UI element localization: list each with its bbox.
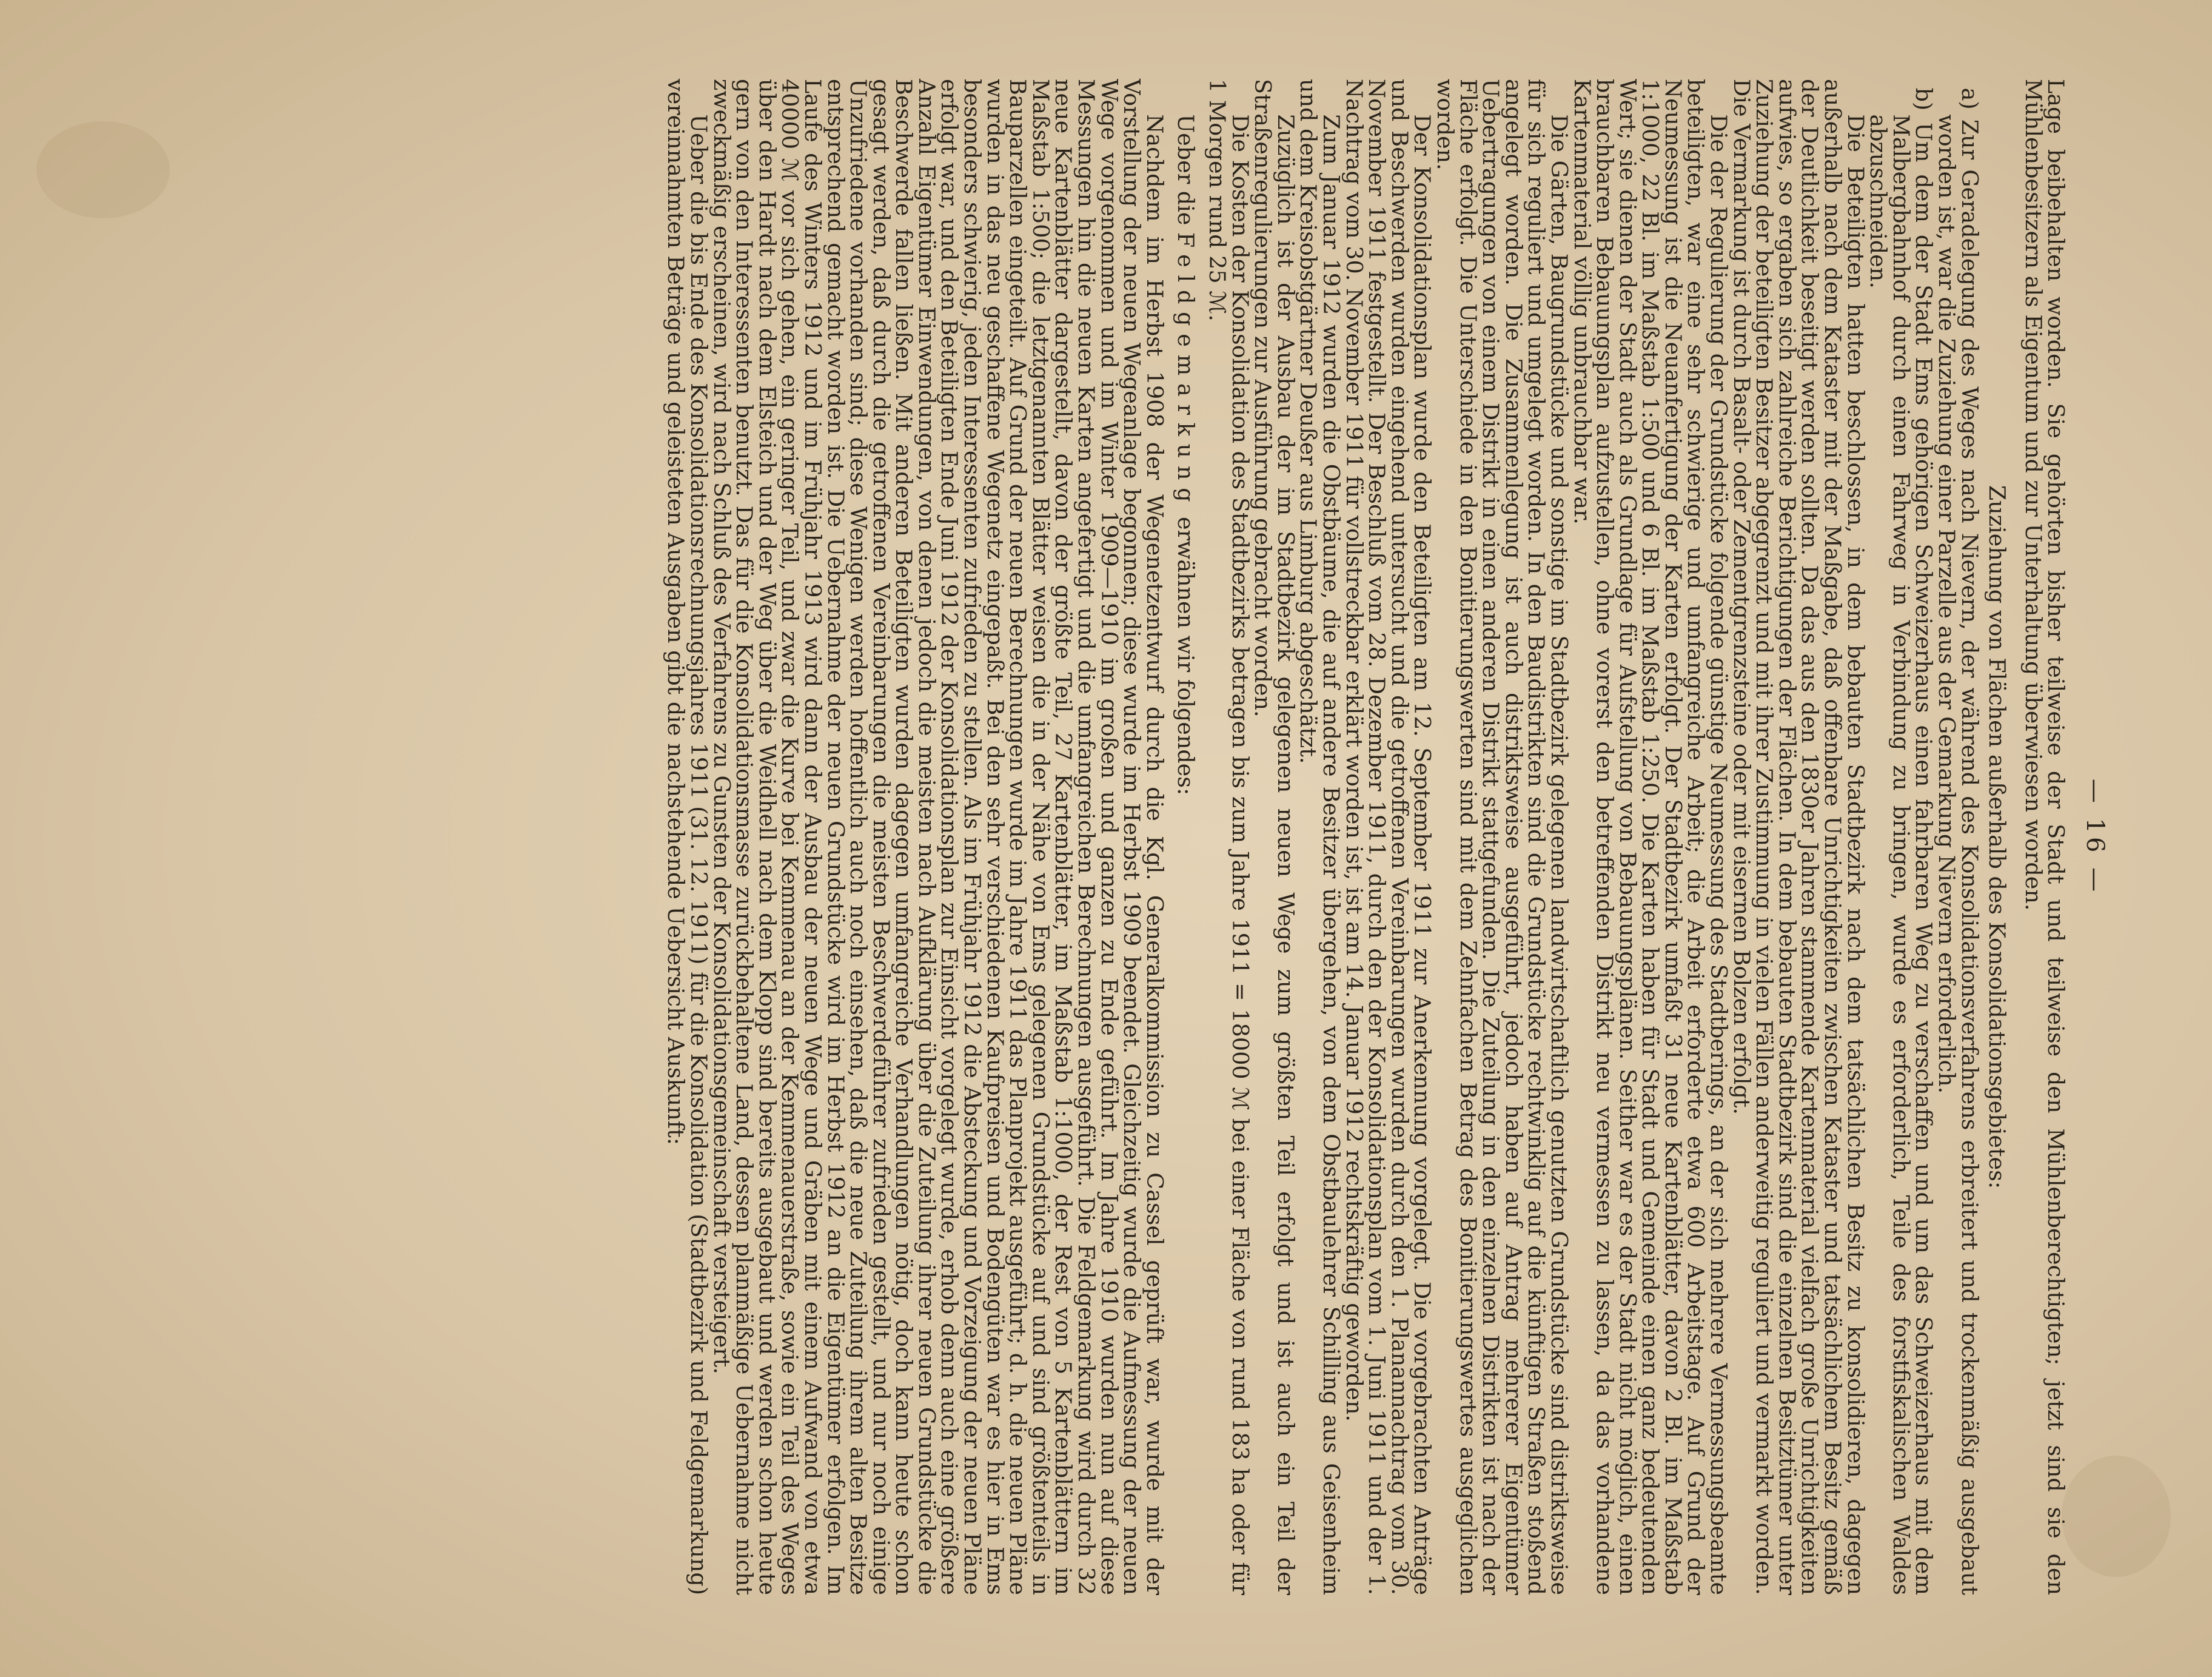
paragraph-ausbau: Zuzüglich ist der Ausbau der im Stadtbezirk gelegenen neuen Wege zum größten Teil erfolgt und ist auch ein Teil der Straßenregulierungen zur Ausführung gebracht worden. — [1250, 79, 1299, 1595]
paragraph-konsolidationsplan: Der Konsolidationsplan wurde den Beteiligten am 12. September 1911 zur Anerkennung vorgelegt. Die vorgebrachten Anträge und Beschwerden wurden eingehend untersucht und die getroffenen Vereinbarungen wurden durch den 1. Planannachtrag vom 30. November 1911 festgestellt. Der Beschluß vom 28. Dezember 1911, durch den der Konsolidationsplan vom 1. Juni 1911 und der 1. Nachtrag vom 30. November 1911 für vollstreckbar erklärt worden ist, ist am 14. Januar 1912 rechtskräftig geworden. — [1341, 79, 1436, 1595]
spaced-term: Feldgemarkung — [1173, 232, 1199, 510]
list-item-a: a) Zur Geradelegung des Weges nach Nievern, der während des Konsolidationsverfahrens erbreitert und trockenmäßig ausgebaut worden ist, war die Zuziehung einer Parzelle aus der Gemarkung Nievern erforderlich. — [1934, 87, 1983, 1595]
paragraph-obstbaeume: Zum Januar 1912 wurden die Obstbäume, die auf andere Besitzer übergehen, von dem Obstbaulehrer Schilling aus Geisenheim und dem Kreisobstgärtner Deußer aus Limburg abgeschätzt. — [1295, 79, 1344, 1595]
paragraph-beteiligten: Die Beteiligten hatten beschlossen, in dem bebauten Stadtbezirk nach dem tatsächlichen Besitz zu konsolidieren, dagegen außerhalb nach dem Kataster mit der Maßgabe, daß offenbare Unrichtigkeiten zwischen Kataster und tatsächlichem Besitz gemäß der Deutlichkeit beseitigt werden sollten. Da das aus den 1830er Jahren stammende Kartenmaterial vielfach große Unrichtigkeiten aufwies, so ergaben sich zahlreiche Berichtigungen der Flächen. In dem bebauten Stadtbezirk sind die einzelnen Besitztümer unter Zuziehung der beteiligten Besitzer abgegrenzt und mit ihrer Zustimmung in vielen Fällen anderweitig reguliert und vermarkt worden. Die Vermarkung ist durch Basalt- oder Zementgrenzsteine oder mit eisernen Bolzen erfolgt. — [1728, 79, 1869, 1595]
section-heading-zuziehung: Zuziehung von Flächen außerhalb des Konsolidationsgebietes: — [1984, 485, 2011, 1189]
paragraph-1: Lage beibehalten worden. Sie gehörten bisher teilweise der Stadt und teilweise den Mühlenberechtigten; jetzt sind sie den Mühlenbesitzern als Eigentum und zur Unterhaltung überwiesen worden. — [2020, 79, 2070, 1595]
paragraph-gaerten: Die Gärten, Baugrundstücke und sonstige im Stadtbezirk gelegenen landwirtschaftlich genutzten Grundstücke sind distriktsweise für sich reguliert und umgelegt worden. In den Baudistrikten sind die Grundstücke rechtwinklig auf die künftigen Straßen stoßend angelegt worden. Die Zusammenlegung ist auch distriktsweise ausgeführt, jedoch haben auf Antrag mehrerer Eigentümer Uebertragungen von einem Distrikt in einen anderen Distrikt stattgefunden. Die Zuteilung in den einzelnen Distrikten ist nach der Fläche erfolgt. Die Unterschiede in den Bonitierungswerten sind mit dem Zehnfachen Betrag des Bonitierungswertes ausgeglichen worden. — [1432, 79, 1572, 1595]
list-item-b: b) Um dem der Stadt Ems gehörigen Schweizerhaus einen fahrbaren Weg zu verschaffen und um das Schweizerhaus mit dem Malbergbahnhof durch einen Fahrweg in Verbindung zu bringen, wurde es erforderlich, Teile des forstfiskalischen Waldes abzuschneiden. — [1865, 87, 1937, 1595]
paragraph-feldgemarkung-intro — [1175, 79, 1198, 1595]
paragraph-kosten: Die Kosten der Konsolidation des Stadtbezirks betragen bis zum Jahre 1911 = 18000 ℳ bei einer Fläche von rund 183 ha oder für 1 Morgen rund 25 ℳ. — [1204, 79, 1253, 1595]
intro-suffix: erwähnen wir folgendes: — [1173, 509, 1199, 796]
paragraph-neumessung: Die der Regulierung der Grundstücke folgende günstige Neumessung des Stadtberings, an der sich mehrere Vermessungsbeamte beteiligten, war eine sehr schwierige und umfangreiche Arbeit; die Arbeit erforderte etwa 600 Arbeitstage. Auf Grund der Neumessung ist die Neuanfertigung der Karten erfolgt. Der Stadtbezirk umfaßt 31 neue Kartenblätter, davon 2 Bl. im Maßstab 1:1000, 22 Bl. im Maßstab 1:500 und 6 Bl. im Maßstab 1:250. Die Karten haben für Stadt und Gemeinde einen ganz bedeutenden Wert; sie dienen der Stadt auch als Grundlage für Aufstellung von Bebauungsplänen. Seither war es der Stadt nicht möglich, einen brauchbaren Bebauungsplan aufzustellen, ohne vorerst den betreffenden Distrikt neu vermessen zu lassen, da das vorhandene Kartenmaterial völlig unbrauchbar war. — [1569, 79, 1732, 1595]
rotated-text-block — [105, 79, 2109, 1595]
paragraph-wegenetz: Nachdem im Herbst 1908 der Wegenetzentwurf durch die Kgl. Generalkommission zu Cassel geprüft war, wurde mit der Vorstellung der neuen Wegeanlage begonnen; diese wurde im Herbst 1909 beendet. Gleichzeitig wurde die Aufmessung der neuen Wege vorgenommen und im Winter 1909—1910 im großen und ganzen zu Ende geführt. Im Jahre 1910 wurden nun auf diese Messungen hin die neuen Karten angefertigt und die umfangreichen Berechnungen ausgeführt. Die Feldgemarkung wird durch 32 neue Kartenblätter dargestellt, davon der größte Teil, 27 Kartenblätter, im Maßstab 1:1000, der Rest von 5 Kartenblättern im Maßstab 1:500; die letztgenannten Blätter weisen die in der Nähe von Ems gelegenen Grundstücke auf und sind größtenteils in Bauparzellen eingeteilt. Auf Grund der neuen Berechnungen wurde im Jahre 1911 das Planprojekt ausgeführt; d. h. die neuen Pläne wurden in das neu geschaffene Wegenetz eingepaßt. Bei den sehr verschiedenen Kaufpreisen und Bodengüten war es hier in Ems besonders schwierig, jeden Interessenten zufrieden zu stellen. Als im Frühjahr 1912 die Absteckung und Vorzeigung der neuen Pläne erfolgt war, und den Beteiligten Ende Juni 1912 der Konsolidationsplan zur Einsicht vorgelegt wurde, erhob denn auch eine größere Anzahl Eigentümer Einwendungen, von denen jedoch die meisten nach Aufklärung über die Zuteilung ihrer neuen Grundstücke die Beschwerde fallen ließen. Mit anderen Beteiligten wurden dagegen umfangreiche Verhandlungen nötig, doch kann heute schon gesagt werden, daß durch die getroffenen Vereinbarungen die meisten Beschwerdeführer zufrieden gestellt, und nur noch einige Unzufriedene vorhanden sind; diese Wenigen werden hoffentlich auch noch einsehen, daß die neue Zuteilung ihrem alten Besitze entsprechend gemacht worden ist. Die Uebernahme der neuen Grundstücke wird im Herbst 1912 an die Eigentümer erfolgen. Im Laufe des Winters 1912 und im Frühjahr 1913 wird dann der Ausbau der neuen Wege und Gräben mit einem Aufwand von etwa 40000 ℳ vor sich gehen, ein geringer Teil, und zwar die Kurve bei Kemmenau an der Kemmenauerstraße, sowie ein Teil des Weges über den Hardt nach dem Elsteich und der Weg über die Weidhell nach dem Klopp sind bereits ausgebaut und werden schon heute gern von den Interessenten benutzt. Das für die Konsolidationsmasse zurückbehaltene Land, dessen planmäßige Uebernahme nicht zweckmäßig erscheinen, wird nach Schluß des Verfahrens zu Gunsten der Konsolidationsgemeinschaft versteigert. — [708, 79, 1168, 1595]
page-number: — 16 — — [2081, 778, 2109, 896]
paragraph-uebersicht: Ueber die bis Ende des Konsolidationsrechnungsjahres 1911 (31. 12. 1911) für die Konsolidation (Stadtbezirk und Feldgemarkung) vereinnahmten Beträge und geleisteten Ausgaben gibt die nachstehende Uebersicht Auskunft: — [663, 79, 712, 1595]
intro-prefix: Ueber die — [1173, 114, 1199, 233]
